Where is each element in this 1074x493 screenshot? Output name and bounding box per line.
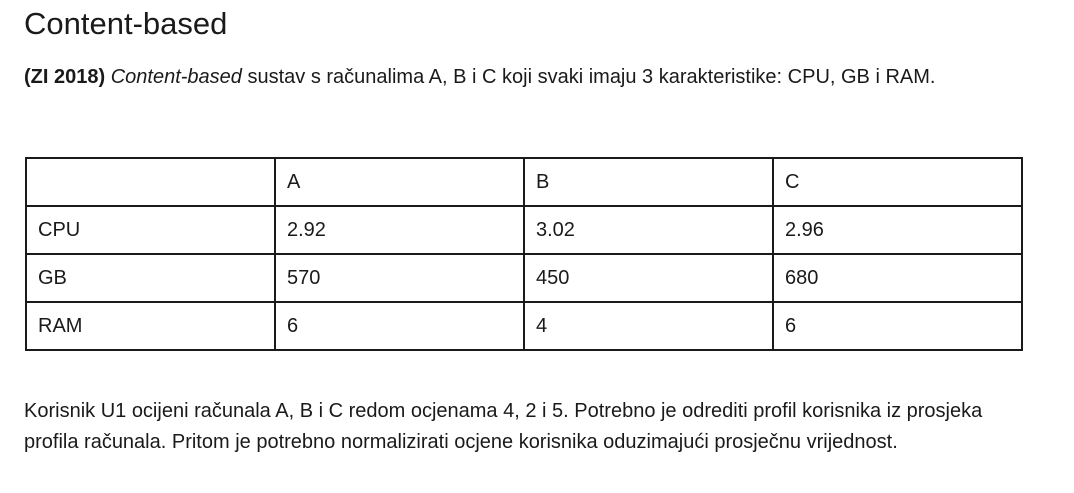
table-cell: 6 xyxy=(275,302,524,350)
term-label: Content-based xyxy=(110,66,242,88)
characteristics-table xyxy=(25,157,1023,351)
row-label-cell: GB xyxy=(26,254,275,302)
outro-paragraph: Korisnik U1 ocijeni računala A, B i C redom ocjenama 4, 2 i 5. Potrebno je odrediti profil korisnika iz prosjeka profila računala. Pritom je potrebno normalizirati ocjene korisnika oduzimajući prosječnu vrijednost. xyxy=(24,400,983,453)
source-label: (ZI 2018) xyxy=(24,66,106,88)
table-row xyxy=(26,206,1022,254)
row-label-cell: CPU xyxy=(26,206,275,254)
row-label-cell: RAM xyxy=(26,302,275,350)
table-cell: 2.96 xyxy=(773,206,1022,254)
table-header-row xyxy=(26,158,1022,206)
table-cell: 6 xyxy=(773,302,1022,350)
table-row xyxy=(26,302,1022,350)
table-cell: 2.92 xyxy=(275,206,524,254)
table-header-cell: A xyxy=(275,158,524,206)
table-header-cell xyxy=(26,158,275,206)
table-row xyxy=(26,254,1022,302)
table-header-cell: C xyxy=(773,158,1022,206)
intro-paragraph xyxy=(24,62,1024,92)
table-cell: 450 xyxy=(524,254,773,302)
table-cell: 570 xyxy=(275,254,524,302)
table-cell: 680 xyxy=(773,254,1022,302)
section-heading: Content-based xyxy=(24,6,228,41)
intro-text: sustav s računalima A, B i C koji svaki imaju 3 karakteristike: CPU, GB i RAM. xyxy=(241,66,936,88)
table-cell: 4 xyxy=(524,302,773,350)
table-cell: 3.02 xyxy=(524,206,773,254)
table-header-cell: B xyxy=(524,158,773,206)
